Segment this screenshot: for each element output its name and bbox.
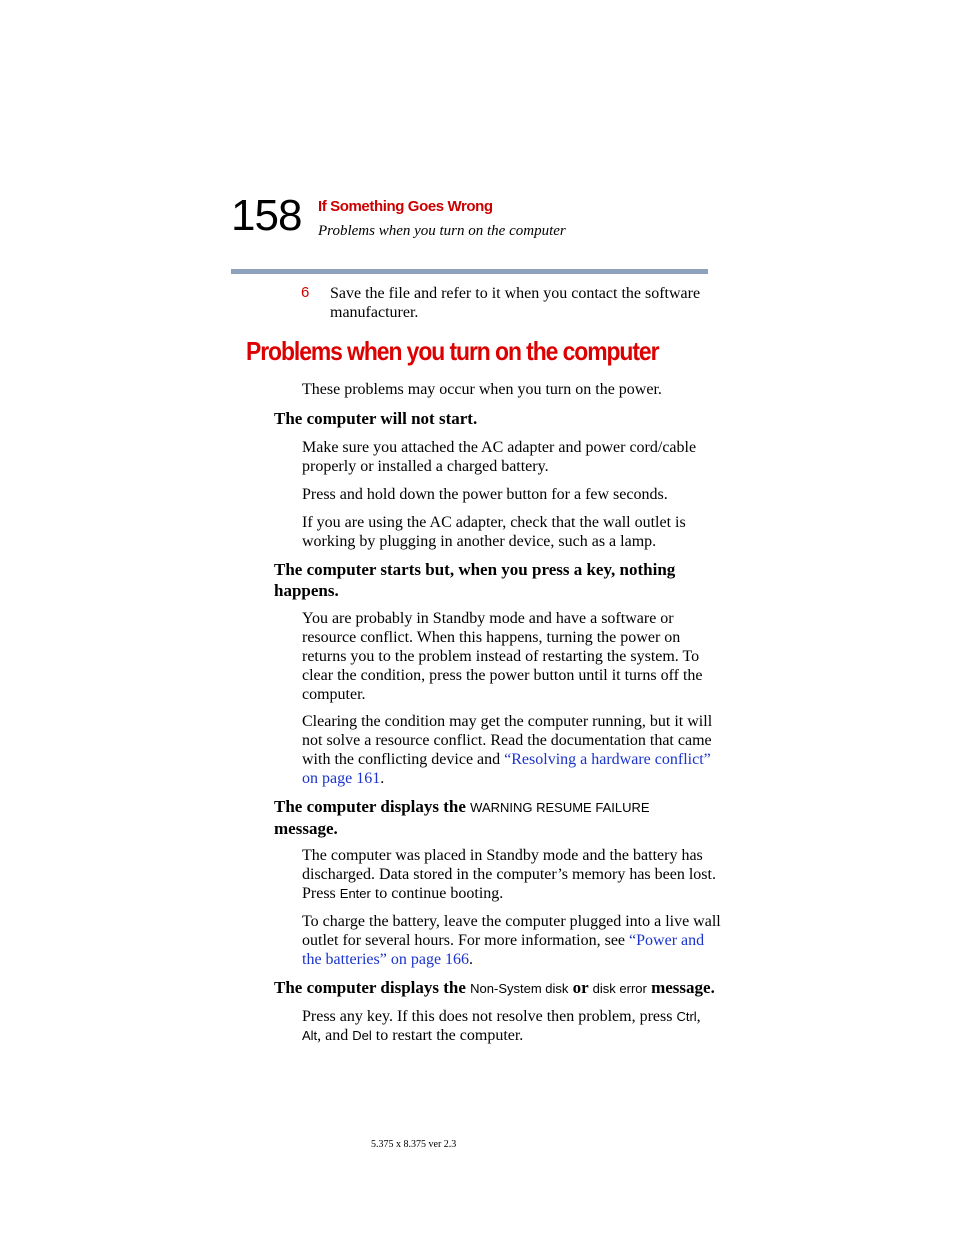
power-batteries-link[interactable]: “Power and the batteries” on page 166 [302,932,705,968]
resolving-conflict-link[interactable]: “Resolving a hardware conflict” on page 161 [302,751,711,787]
heading-text: The computer displays the [274,797,471,816]
paragraph [302,712,722,788]
paragraph-text: To charge the battery, leave the computer plugged into a live wall outlet for several hours. For more information, see [302,913,721,949]
problem-heading [274,796,724,839]
problem-heading [274,977,724,999]
punctuation: . [469,951,474,968]
heading-text: message. [646,978,715,997]
paragraph [302,846,722,903]
paragraph: Make sure you attached the AC adapter and power cord/cable properly or installed a charged battery. [302,439,697,475]
message-code: Non-System disk [470,981,569,996]
heading-text: The computer displays the [274,978,471,997]
problem-heading: The computer will not start. [274,409,478,428]
paragraph: You are probably in Standby mode and have a software or resource conflict. When this happens, turning the power on returns you to the problem instead of restarting the system. To clear the condition, press the power button until it turns off the computer. [302,610,703,703]
key-name: Del [352,1028,372,1043]
section-intro: These problems may occur when you turn on the power. [302,381,662,398]
step-text: Save the file and refer to it when you contact the software manufacturer. [330,285,701,321]
key-name: Ctrl [676,1009,697,1024]
paragraph: If you are using the AC adapter, check that the wall outlet is working by plugging in another device, such as a lamp. [302,514,686,550]
problem-heading: The computer starts but, when you press a key, nothing happens. [274,560,676,600]
footer-version: 5.375 x 8.375 ver 2.3 [371,1139,457,1150]
paragraph-text: , and [317,1027,353,1044]
page-number: 158 [231,191,302,240]
paragraph-text: The computer was placed in Standby mode and the battery has discharged. Data stored in the computer’s memory has been lost. Press [302,847,716,902]
paragraph-text: to continue booting. [370,885,504,902]
message-code: WARNING RESUME FAILURE [470,800,650,815]
paragraph-text: to restart the computer. [371,1027,524,1044]
paragraph: Press and hold down the power button for a few seconds. [302,486,668,503]
step-number: 6 [301,284,310,301]
message-code: disk error [592,981,647,996]
paragraph-text: , [696,1008,701,1025]
paragraph-text: Press any key. If this does not resolve then problem, press [302,1008,677,1025]
paragraph-text: Clearing the condition may get the computer running, but it will not solve a resource conflict. Read the documentation that came with the conflicting device and [302,713,713,768]
header-rule [231,269,708,274]
chapter-title: If Something Goes Wrong [318,198,493,215]
key-name: Alt [302,1028,318,1043]
running-section-title: Problems when you turn on the computer [318,223,566,239]
paragraph [302,912,722,969]
punctuation: . [380,770,385,787]
heading-text: message. [274,819,338,838]
paragraph [302,1007,722,1045]
heading-text: or [568,978,593,997]
key-name: Enter [339,886,371,901]
section-heading: Problems when you turn on the computer [246,336,659,366]
